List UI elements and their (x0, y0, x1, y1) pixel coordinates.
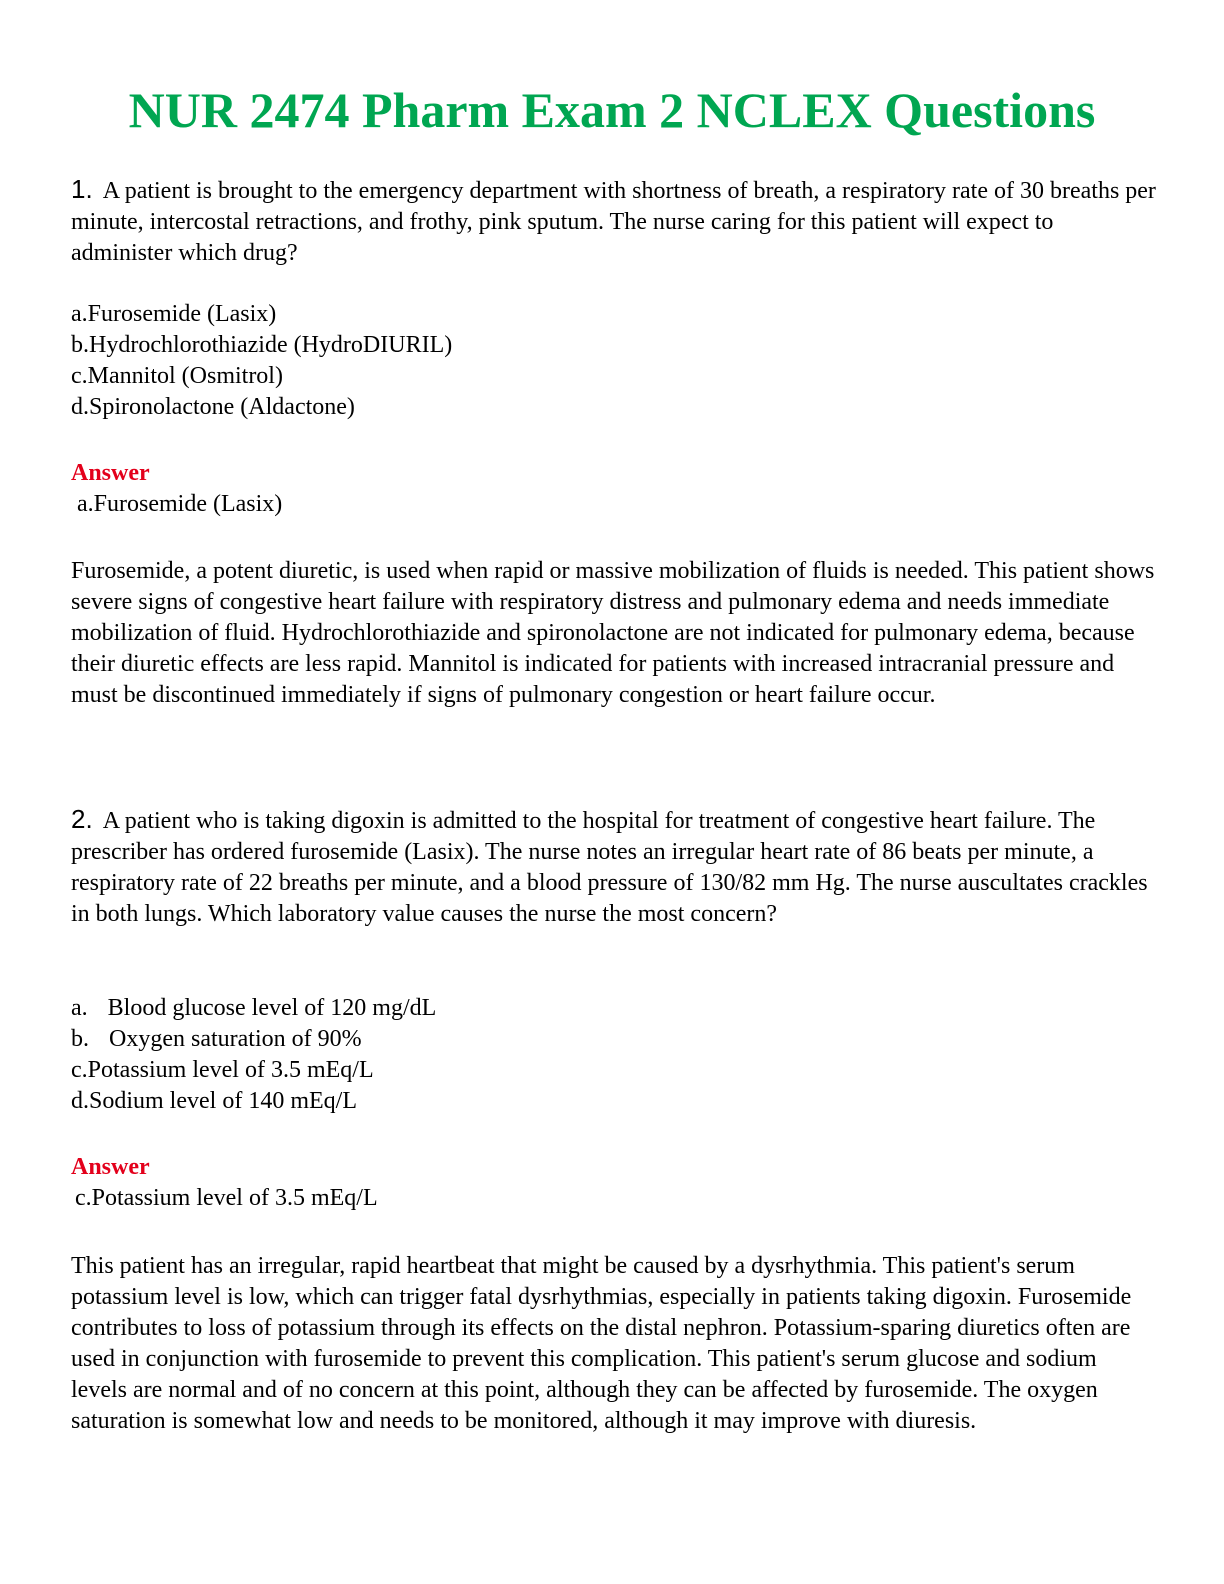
question-2-option-b-text: Oxygen saturation of 90% (109, 1026, 362, 1052)
question-2-stem (71, 804, 1156, 930)
question-1-option-a: a.Furosemide (Lasix) (71, 301, 277, 327)
question-2-option-b-letter: b. (71, 1026, 89, 1052)
question-2-answer-label: Answer (71, 1154, 150, 1180)
question-2-option-b (71, 1024, 1156, 1055)
question-2-text: A patient who is taking digoxin is admitted to the hospital for treatment of congestive heart failure. The prescriber has ordered furosemide (Lasix). The nurse notes an irregular heart rate of 86 beats per minute, a respiratory rate of 22 breaths per minute, and a blood pressure of 130/82 mm Hg. The nurse auscultates crackles in both lungs. Which laboratory value causes the nurse the most concern? (71, 808, 1148, 927)
question-1-stem (71, 174, 1156, 269)
question-1-option-d: d.Spironolactone (Aldactone) (71, 394, 355, 420)
question-1-text: A patient is brought to the emergency department with shortness of breath, a respiratory rate of 30 breaths per minute, intercostal retractions, and frothy, pink sputum. The nurse caring for this patient will expect to administer which drug? (71, 178, 1156, 266)
question-2-options (71, 993, 1156, 1117)
question-2-answer-value: c.Potassium level of 3.5 mEq/L (75, 1185, 378, 1211)
question-1-answer (71, 458, 1156, 520)
question-2-option-c: c.Potassium level of 3.5 mEq/L (71, 1057, 374, 1083)
question-1-rationale: Furosemide, a potent diuretic, is used when rapid or massive mobilization of fluids is needed. This patient shows severe signs of congestive heart failure with respiratory distress and pulmonary edema and needs immediate mobilization of fluid. Hydrochlorothiazide and spironolactone are not indicated for pulmonary edema, because their diuretic effects are less rapid. Mannitol is indicated for patients with increased intracranial pressure and must be discontinued immediately if signs of pulmonary congestion or heart failure occur. (71, 558, 1155, 708)
page-title: NUR 2474 Pharm Exam 2 NCLEX Questions (128, 82, 1096, 138)
question-2-number: 2. (71, 804, 93, 834)
question-2-option-a (71, 993, 1156, 1024)
question-2-option-a-text: Blood glucose level of 120 mg/dL (107, 995, 437, 1021)
question-2-option-a-letter: a. (71, 995, 88, 1021)
question-2-answer (71, 1152, 1156, 1214)
question-1-number: 1. (71, 174, 93, 204)
question-1-option-c: c.Mannitol (Osmitrol) (71, 363, 283, 389)
question-2-rationale: This patient has an irregular, rapid heartbeat that might be caused by a dysrhythmia. This patient's serum potassium level is low, which can trigger fatal dysrhythmias, especially in patients taking digoxin. Furosemide contributes to loss of potassium through its effects on the distal nephron. Potassium-sparing diuretics often are used in conjunction with furosemide to prevent this complication. This patient's serum glucose and sodium levels are normal and of no concern at this point, although they can be affected by furosemide. The oxygen saturation is somewhat low and needs to be monitored, although it may improve with diuresis. (71, 1253, 1132, 1434)
question-1-option-b: b.Hydrochlorothiazide (HydroDIURIL) (71, 332, 453, 358)
question-1-answer-label: Answer (71, 460, 150, 486)
question-1-answer-value: a.Furosemide (Lasix) (77, 491, 283, 517)
question-1-options (71, 299, 1156, 423)
question-2-option-d: d.Sodium level of 140 mEq/L (71, 1088, 357, 1114)
